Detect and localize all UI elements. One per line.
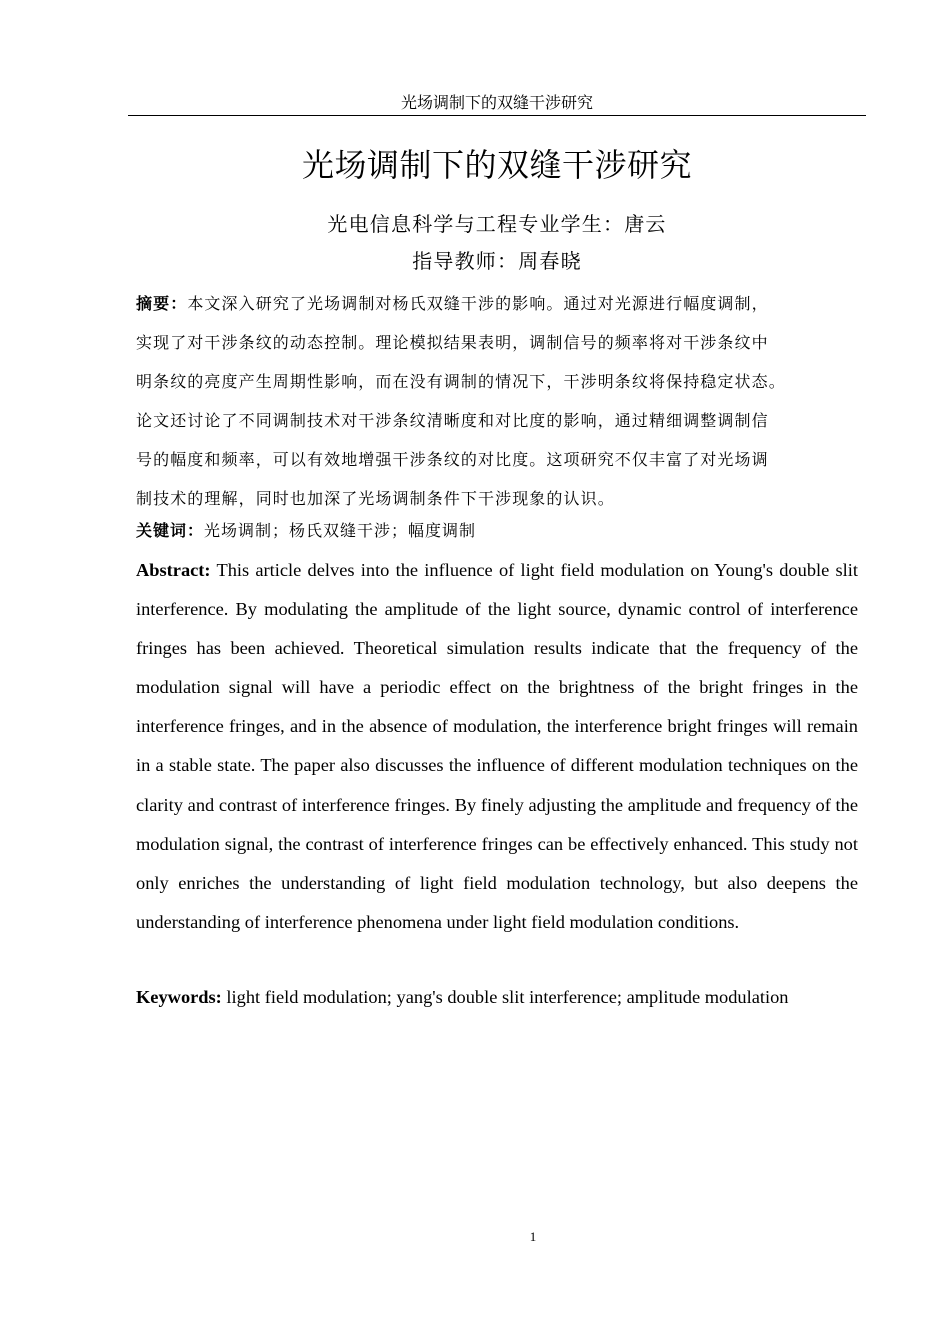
running-header: 光场调制下的双缝干涉研究 [400, 93, 593, 112]
author-line: 光电信息科学与工程专业学生：唐云 [327, 212, 667, 236]
keywords-en-label: Keywords: [136, 987, 222, 1007]
keywords-en-text: light field modulation; yang's double slit interference; amplitude modulation [226, 987, 789, 1007]
abstract-cn-text: 本文深入研究了光场调制对杨氏双缝干涉的影响。通过对光源进行幅度调制， 实现了对干涉条纹的动态控制。理论模拟结果表明，调制信号的频率将对干涉条纹中 明条纹的亮度产生周期性影响，而在没有调制的情况下，干涉明条纹将保持稳定状态。 论文还讨论了不同调制技术对干涉条纹清晰度和对比度的影响，通过精细调整调制信 号的幅度和频率，可以有效地增强干涉条纹的对比度。这项研究不仅丰富了对光场调 制技术的理解，同时也加深了光场调制条件下干涉现象的认识。 [136, 294, 786, 508]
page-number: 1 [529, 1229, 537, 1244]
abstract-en-text: This article delves into the influence of light field modulation on Young's double slit interference. By modulating the amplitude of the light source, dynamic control of interference fringes has been achieved. Theoretical simulation results indicate that the frequency of the modulation signal will have a periodic effect on the brightness of the bright fringes in the interference fringes, and in the absence of modulation, the interference bright fringes will remain in a stable state. The paper also discusses the influence of different modulation techniques on the clarity and contrast of interference fringes. By finely adjusting the amplitude and frequency of the modulation signal, the contrast of interference fringes can be effectively enhanced. This study not only enriches the understanding of light field modulation technology, but also deepens the understanding of interference phenomena under light field modulation conditions. [136, 560, 858, 932]
keywords-cn-label: 关键词： [136, 521, 205, 540]
abstract-cn [136, 284, 876, 518]
header-rule [128, 115, 866, 116]
abstract-en-label: Abstract: [136, 560, 211, 580]
abstract-cn-label: 摘要： [136, 294, 188, 313]
keywords-en [136, 982, 858, 1012]
paper-title: 光场调制下的双缝干涉研究 [301, 146, 692, 184]
keywords-cn [136, 516, 866, 546]
keywords-cn-text: 光场调制；杨氏双缝干涉；幅度调制 [204, 521, 477, 540]
advisor-line: 指导教师：周春晓 [412, 249, 582, 273]
abstract-en [136, 551, 858, 942]
